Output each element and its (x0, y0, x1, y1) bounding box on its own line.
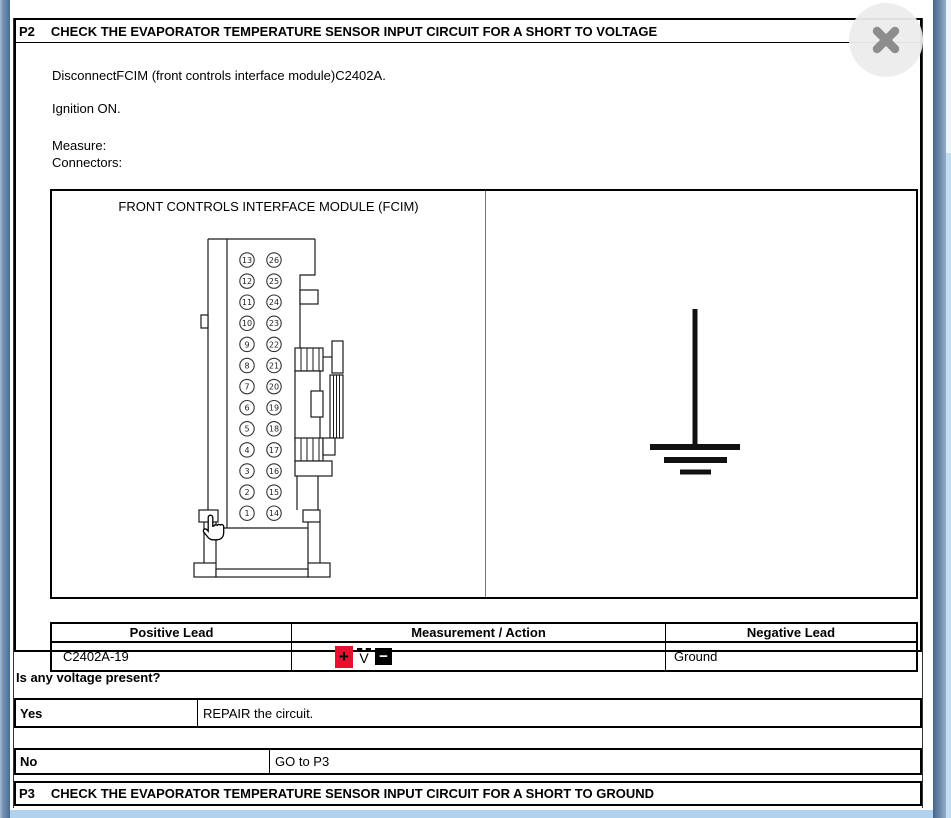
svg-text:21: 21 (268, 361, 280, 371)
bottom-scroll-strip (10, 810, 933, 818)
svg-text:11: 11 (241, 298, 253, 308)
answer-cell: No (16, 750, 270, 773)
svg-text:8: 8 (244, 361, 250, 371)
action-cell: REPAIR the circuit. (203, 705, 314, 721)
negative-lead-value: Ground (674, 649, 718, 664)
scrollbar-thumb[interactable] (946, 0, 951, 153)
left-scroll-strip[interactable] (0, 0, 10, 818)
svg-text:7: 7 (244, 382, 250, 392)
pinpoint-test-dialog (13, 18, 923, 808)
figure-title: FRONT CONTROLS INTERFACE MODULE (FCIM) (118, 199, 419, 214)
svg-text:25: 25 (268, 277, 280, 286)
column-header-positive-lead: Positive Lead (52, 624, 292, 641)
svg-text:9: 9 (244, 340, 250, 350)
svg-text:2: 2 (244, 488, 250, 497)
hand-cursor-icon (200, 513, 226, 543)
positive-lead-value: C2402A-19 (52, 643, 292, 670)
instruction-measure: Measure: (52, 138, 107, 153)
svg-text:10: 10 (241, 319, 253, 329)
result-row-no (14, 748, 922, 775)
svg-text:23: 23 (268, 319, 280, 329)
p2-step-header (16, 20, 920, 43)
instruction-connectors: Connectors: (52, 155, 123, 170)
dc-voltage-icon: V (357, 648, 371, 665)
positive-probe-icon: + (335, 646, 353, 668)
column-header-negative-lead: Negative Lead (746, 625, 836, 640)
instruction-ignition: Ignition ON. (52, 101, 121, 116)
svg-text:12: 12 (241, 277, 253, 286)
p2-step-body (16, 43, 920, 666)
measurement-table-row (52, 643, 916, 670)
connector-pin-grid (240, 253, 281, 521)
svg-text:13: 13 (241, 255, 253, 265)
p3-step-header (16, 783, 920, 804)
negative-probe-icon: − (375, 648, 392, 665)
ground-symbol (638, 307, 753, 485)
question-text: Is any voltage present? (16, 670, 161, 685)
svg-text:24: 24 (268, 298, 280, 308)
close-button[interactable] (849, 3, 923, 77)
step-title: CHECK THE EVAPORATOR TEMPERATURE SENSOR INPUT CIRCUIT FOR A SHORT TO GROUND (50, 786, 654, 801)
step-title: CHECK THE EVAPORATOR TEMPERATURE SENSOR INPUT CIRCUIT FOR A SHORT TO VOLTAGE (50, 23, 658, 39)
svg-text:18: 18 (268, 424, 280, 434)
figure-panel-divider (485, 191, 486, 597)
result-row-yes (14, 698, 922, 728)
scrollbar-track[interactable] (946, 0, 951, 818)
step-id: P3 (19, 786, 35, 801)
svg-text:1: 1 (244, 509, 250, 519)
step-id: P2 (19, 23, 35, 39)
svg-text:5: 5 (244, 424, 250, 434)
svg-text:17: 17 (268, 445, 280, 455)
answer-cell: Yes (16, 700, 198, 726)
svg-text:4: 4 (244, 445, 250, 455)
svg-text:26: 26 (268, 255, 280, 265)
svg-text:15: 15 (268, 488, 280, 497)
connector-figure (50, 189, 918, 599)
measurement-action-cell (292, 643, 666, 670)
p2-step-block (14, 18, 922, 666)
measurement-table (50, 622, 918, 672)
right-scroll-strip[interactable] (933, 0, 946, 818)
action-cell: GO to P3 (275, 754, 330, 769)
svg-text:6: 6 (244, 403, 250, 413)
p3-step-block (14, 781, 922, 806)
svg-text:20: 20 (268, 382, 280, 392)
instruction-disconnect: DisconnectFCIM (front controls interface module)C2402A. (52, 68, 386, 83)
svg-text:3: 3 (244, 466, 250, 476)
close-icon (864, 18, 908, 62)
measurement-table-header (52, 624, 916, 643)
svg-text:19: 19 (268, 403, 280, 413)
svg-text:14: 14 (268, 509, 280, 519)
svg-text:16: 16 (268, 466, 280, 476)
svg-text:22: 22 (268, 340, 280, 350)
column-header-measurement-action: Measurement / Action (292, 624, 666, 641)
